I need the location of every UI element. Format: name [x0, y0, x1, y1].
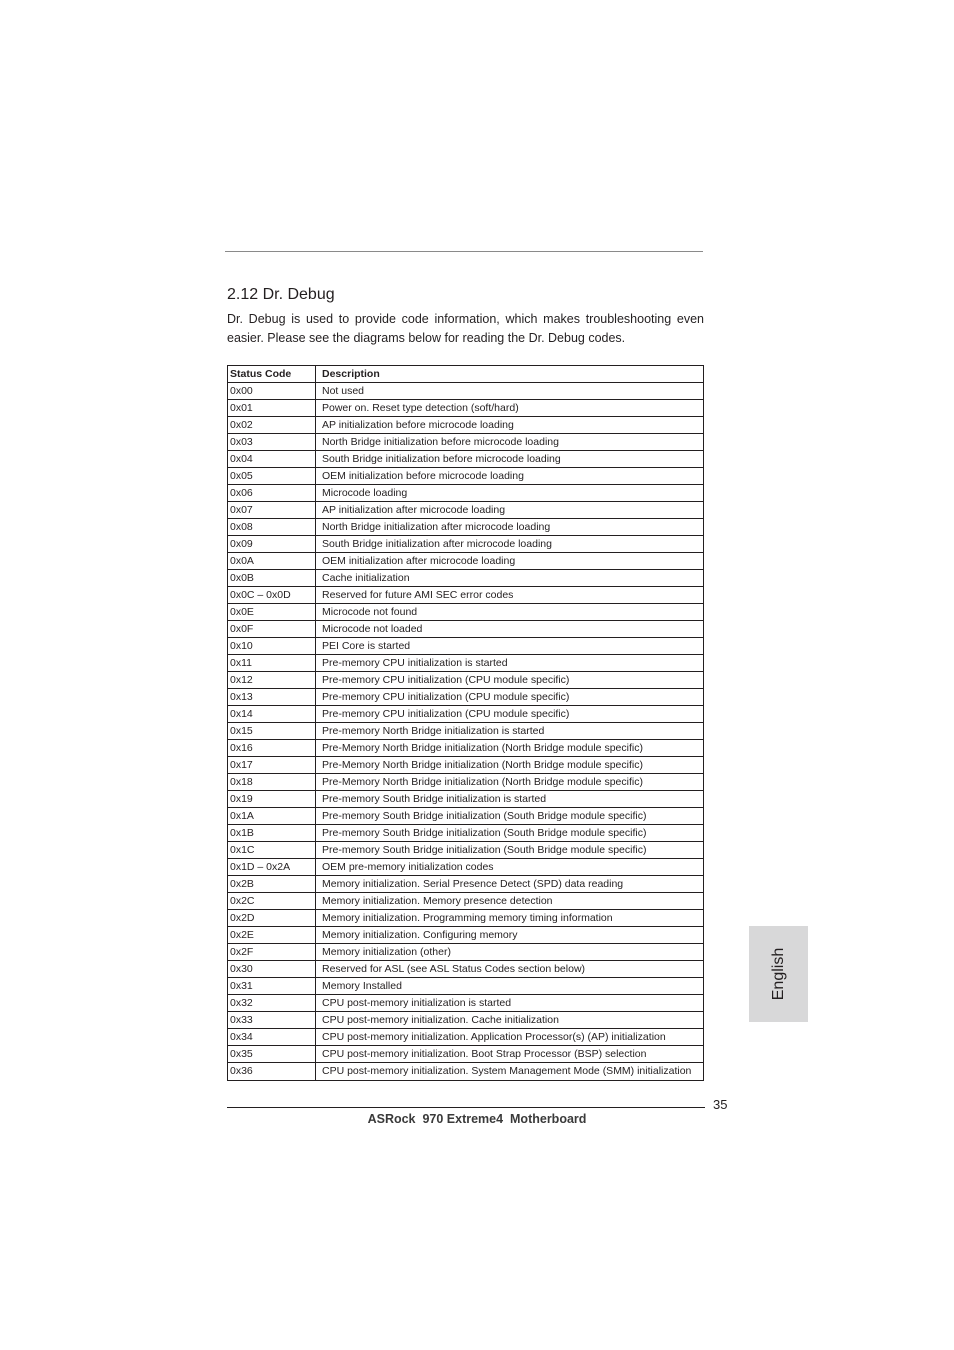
status-code-cell: 0x02	[228, 417, 316, 434]
status-code-cell: 0x11	[228, 655, 316, 672]
table-row	[228, 519, 704, 536]
table-row	[228, 1046, 704, 1063]
status-code-cell: 0x17	[228, 757, 316, 774]
description-cell: Pre-Memory North Bridge initialization (North Bridge module specific)	[316, 774, 704, 791]
intro-paragraph: Dr. Debug is used to provide code information, which makes troubleshooting even easier. Please see the diagrams below for reading the Dr. Debug codes.	[227, 312, 704, 345]
status-code-cell: 0x0E	[228, 604, 316, 621]
description-cell: Pre-memory South Bridge initialization (South Bridge module specific)	[316, 808, 704, 825]
table-row	[228, 536, 704, 553]
table-row	[228, 400, 704, 417]
description-cell: Pre-memory CPU initialization (CPU module specific)	[316, 672, 704, 689]
description-cell: Memory initialization (other)	[316, 944, 704, 961]
table-row	[228, 808, 704, 825]
description-cell: CPU post-memory initialization. Cache initialization	[316, 1012, 704, 1029]
status-code-cell: 0x1B	[228, 825, 316, 842]
description-cell: Not used	[316, 383, 704, 400]
status-code-cell: 0x04	[228, 451, 316, 468]
status-code-cell: 0x00	[228, 383, 316, 400]
header-status-code: Status Code	[228, 366, 316, 383]
description-cell: CPU post-memory initialization. Boot Strap Processor (BSP) selection	[316, 1046, 704, 1063]
status-code-cell: 0x0C – 0x0D	[228, 587, 316, 604]
description-cell: Memory initialization. Programming memory timing information	[316, 910, 704, 927]
table-row	[228, 791, 704, 808]
description-cell: CPU post-memory initialization. Application Processor(s) (AP) initialization	[316, 1029, 704, 1046]
description-cell: Memory Installed	[316, 978, 704, 995]
status-code-cell: 0x10	[228, 638, 316, 655]
description-cell: South Bridge initialization before microcode loading	[316, 451, 704, 468]
status-code-table	[227, 365, 704, 1081]
table-row	[228, 672, 704, 689]
table-row	[228, 383, 704, 400]
status-code-cell: 0x36	[228, 1063, 316, 1081]
status-code-cell: 0x08	[228, 519, 316, 536]
status-code-cell: 0x18	[228, 774, 316, 791]
description-cell: Microcode not loaded	[316, 621, 704, 638]
table-row	[228, 587, 704, 604]
page-number: 35	[713, 1097, 728, 1112]
status-code-cell: 0x06	[228, 485, 316, 502]
description-cell: Pre-memory North Bridge initialization is started	[316, 723, 704, 740]
description-cell: OEM pre-memory initialization codes	[316, 859, 704, 876]
status-code-cell: 0x2C	[228, 893, 316, 910]
table-row	[228, 859, 704, 876]
description-cell: North Bridge initialization before microcode loading	[316, 434, 704, 451]
description-cell: South Bridge initialization after microcode loading	[316, 536, 704, 553]
status-code-cell: 0x19	[228, 791, 316, 808]
table-row	[228, 740, 704, 757]
footer-product-name: ASRock 970 Extreme4 Motherboard	[367, 1112, 587, 1126]
description-cell: Pre-memory CPU initialization (CPU module specific)	[316, 689, 704, 706]
description-cell: Microcode loading	[316, 485, 704, 502]
table-row	[228, 893, 704, 910]
table-row	[228, 417, 704, 434]
status-code-cell: 0x01	[228, 400, 316, 417]
description-cell: Pre-memory CPU initialization is started	[316, 655, 704, 672]
status-code-cell: 0x30	[228, 961, 316, 978]
description-cell: Power on. Reset type detection (soft/hard)	[316, 400, 704, 417]
description-cell: Memory initialization. Configuring memory	[316, 927, 704, 944]
status-code-cell: 0x12	[228, 672, 316, 689]
table-header-row	[228, 366, 704, 383]
description-cell: AP initialization before microcode loading	[316, 417, 704, 434]
status-code-cell: 0x1A	[228, 808, 316, 825]
description-cell: Cache initialization	[316, 570, 704, 587]
table-row	[228, 995, 704, 1012]
table-row	[228, 1063, 704, 1081]
status-code-cell: 0x0F	[228, 621, 316, 638]
table-body	[228, 383, 704, 1081]
footer-divider	[227, 1107, 705, 1108]
table-row	[228, 468, 704, 485]
table-row	[228, 876, 704, 893]
description-cell: Memory initialization. Serial Presence Detect (SPD) data reading	[316, 876, 704, 893]
table-row	[228, 774, 704, 791]
status-code-cell: 0x33	[228, 1012, 316, 1029]
table-row	[228, 910, 704, 927]
description-cell: CPU post-memory initialization is started	[316, 995, 704, 1012]
status-code-cell: 0x0B	[228, 570, 316, 587]
status-code-cell: 0x31	[228, 978, 316, 995]
status-code-cell: 0x34	[228, 1029, 316, 1046]
description-cell: PEI Core is started	[316, 638, 704, 655]
table-row	[228, 757, 704, 774]
table-row	[228, 1012, 704, 1029]
table-row	[228, 655, 704, 672]
table-row	[228, 451, 704, 468]
status-code-cell: 0x05	[228, 468, 316, 485]
table-row	[228, 485, 704, 502]
status-code-cell: 0x07	[228, 502, 316, 519]
status-code-cell: 0x16	[228, 740, 316, 757]
description-cell: Reserved for ASL (see ASL Status Codes section below)	[316, 961, 704, 978]
header-description: Description	[316, 366, 704, 383]
section-title: 2.12 Dr. Debug	[227, 286, 335, 303]
language-label: English	[769, 947, 787, 1001]
table-row	[228, 502, 704, 519]
description-cell: Pre-memory South Bridge initialization (South Bridge module specific)	[316, 842, 704, 859]
status-code-cell: 0x15	[228, 723, 316, 740]
table-row	[228, 825, 704, 842]
status-code-cell: 0x2E	[228, 927, 316, 944]
description-cell: Memory initialization. Memory presence detection	[316, 893, 704, 910]
table-row	[228, 723, 704, 740]
table-row	[228, 944, 704, 961]
description-cell: OEM initialization after microcode loading	[316, 553, 704, 570]
description-cell: Pre-Memory North Bridge initialization (North Bridge module specific)	[316, 757, 704, 774]
status-code-cell: 0x2F	[228, 944, 316, 961]
status-code-cell: 0x2B	[228, 876, 316, 893]
table-row	[228, 961, 704, 978]
status-code-cell: 0x35	[228, 1046, 316, 1063]
table-row	[228, 553, 704, 570]
table-row	[228, 638, 704, 655]
description-cell: Microcode not found	[316, 604, 704, 621]
table-row	[228, 978, 704, 995]
status-code-cell: 0x32	[228, 995, 316, 1012]
description-cell: OEM initialization before microcode loading	[316, 468, 704, 485]
language-side-tab	[749, 926, 808, 1022]
description-cell: Pre-Memory North Bridge initialization (North Bridge module specific)	[316, 740, 704, 757]
table-row	[228, 434, 704, 451]
table-row	[228, 927, 704, 944]
table-row	[228, 1029, 704, 1046]
table-row	[228, 706, 704, 723]
table-row	[228, 621, 704, 638]
table-row	[228, 570, 704, 587]
status-code-cell: 0x13	[228, 689, 316, 706]
status-code-cell: 0x03	[228, 434, 316, 451]
table-row	[228, 604, 704, 621]
status-code-cell: 0x0A	[228, 553, 316, 570]
description-cell: CPU post-memory initialization. System Management Mode (SMM) initialization	[316, 1063, 704, 1081]
description-cell: Pre-memory CPU initialization (CPU module specific)	[316, 706, 704, 723]
description-cell: Pre-memory South Bridge initialization (South Bridge module specific)	[316, 825, 704, 842]
table-row	[228, 842, 704, 859]
description-cell: North Bridge initialization after microcode loading	[316, 519, 704, 536]
description-cell: Pre-memory South Bridge initialization is started	[316, 791, 704, 808]
description-cell: AP initialization after microcode loading	[316, 502, 704, 519]
table-row	[228, 689, 704, 706]
status-code-cell: 0x1D – 0x2A	[228, 859, 316, 876]
status-code-cell: 0x09	[228, 536, 316, 553]
status-code-cell: 0x14	[228, 706, 316, 723]
top-divider	[225, 251, 703, 252]
status-code-cell: 0x1C	[228, 842, 316, 859]
description-cell: Reserved for future AMI SEC error codes	[316, 587, 704, 604]
status-code-cell: 0x2D	[228, 910, 316, 927]
